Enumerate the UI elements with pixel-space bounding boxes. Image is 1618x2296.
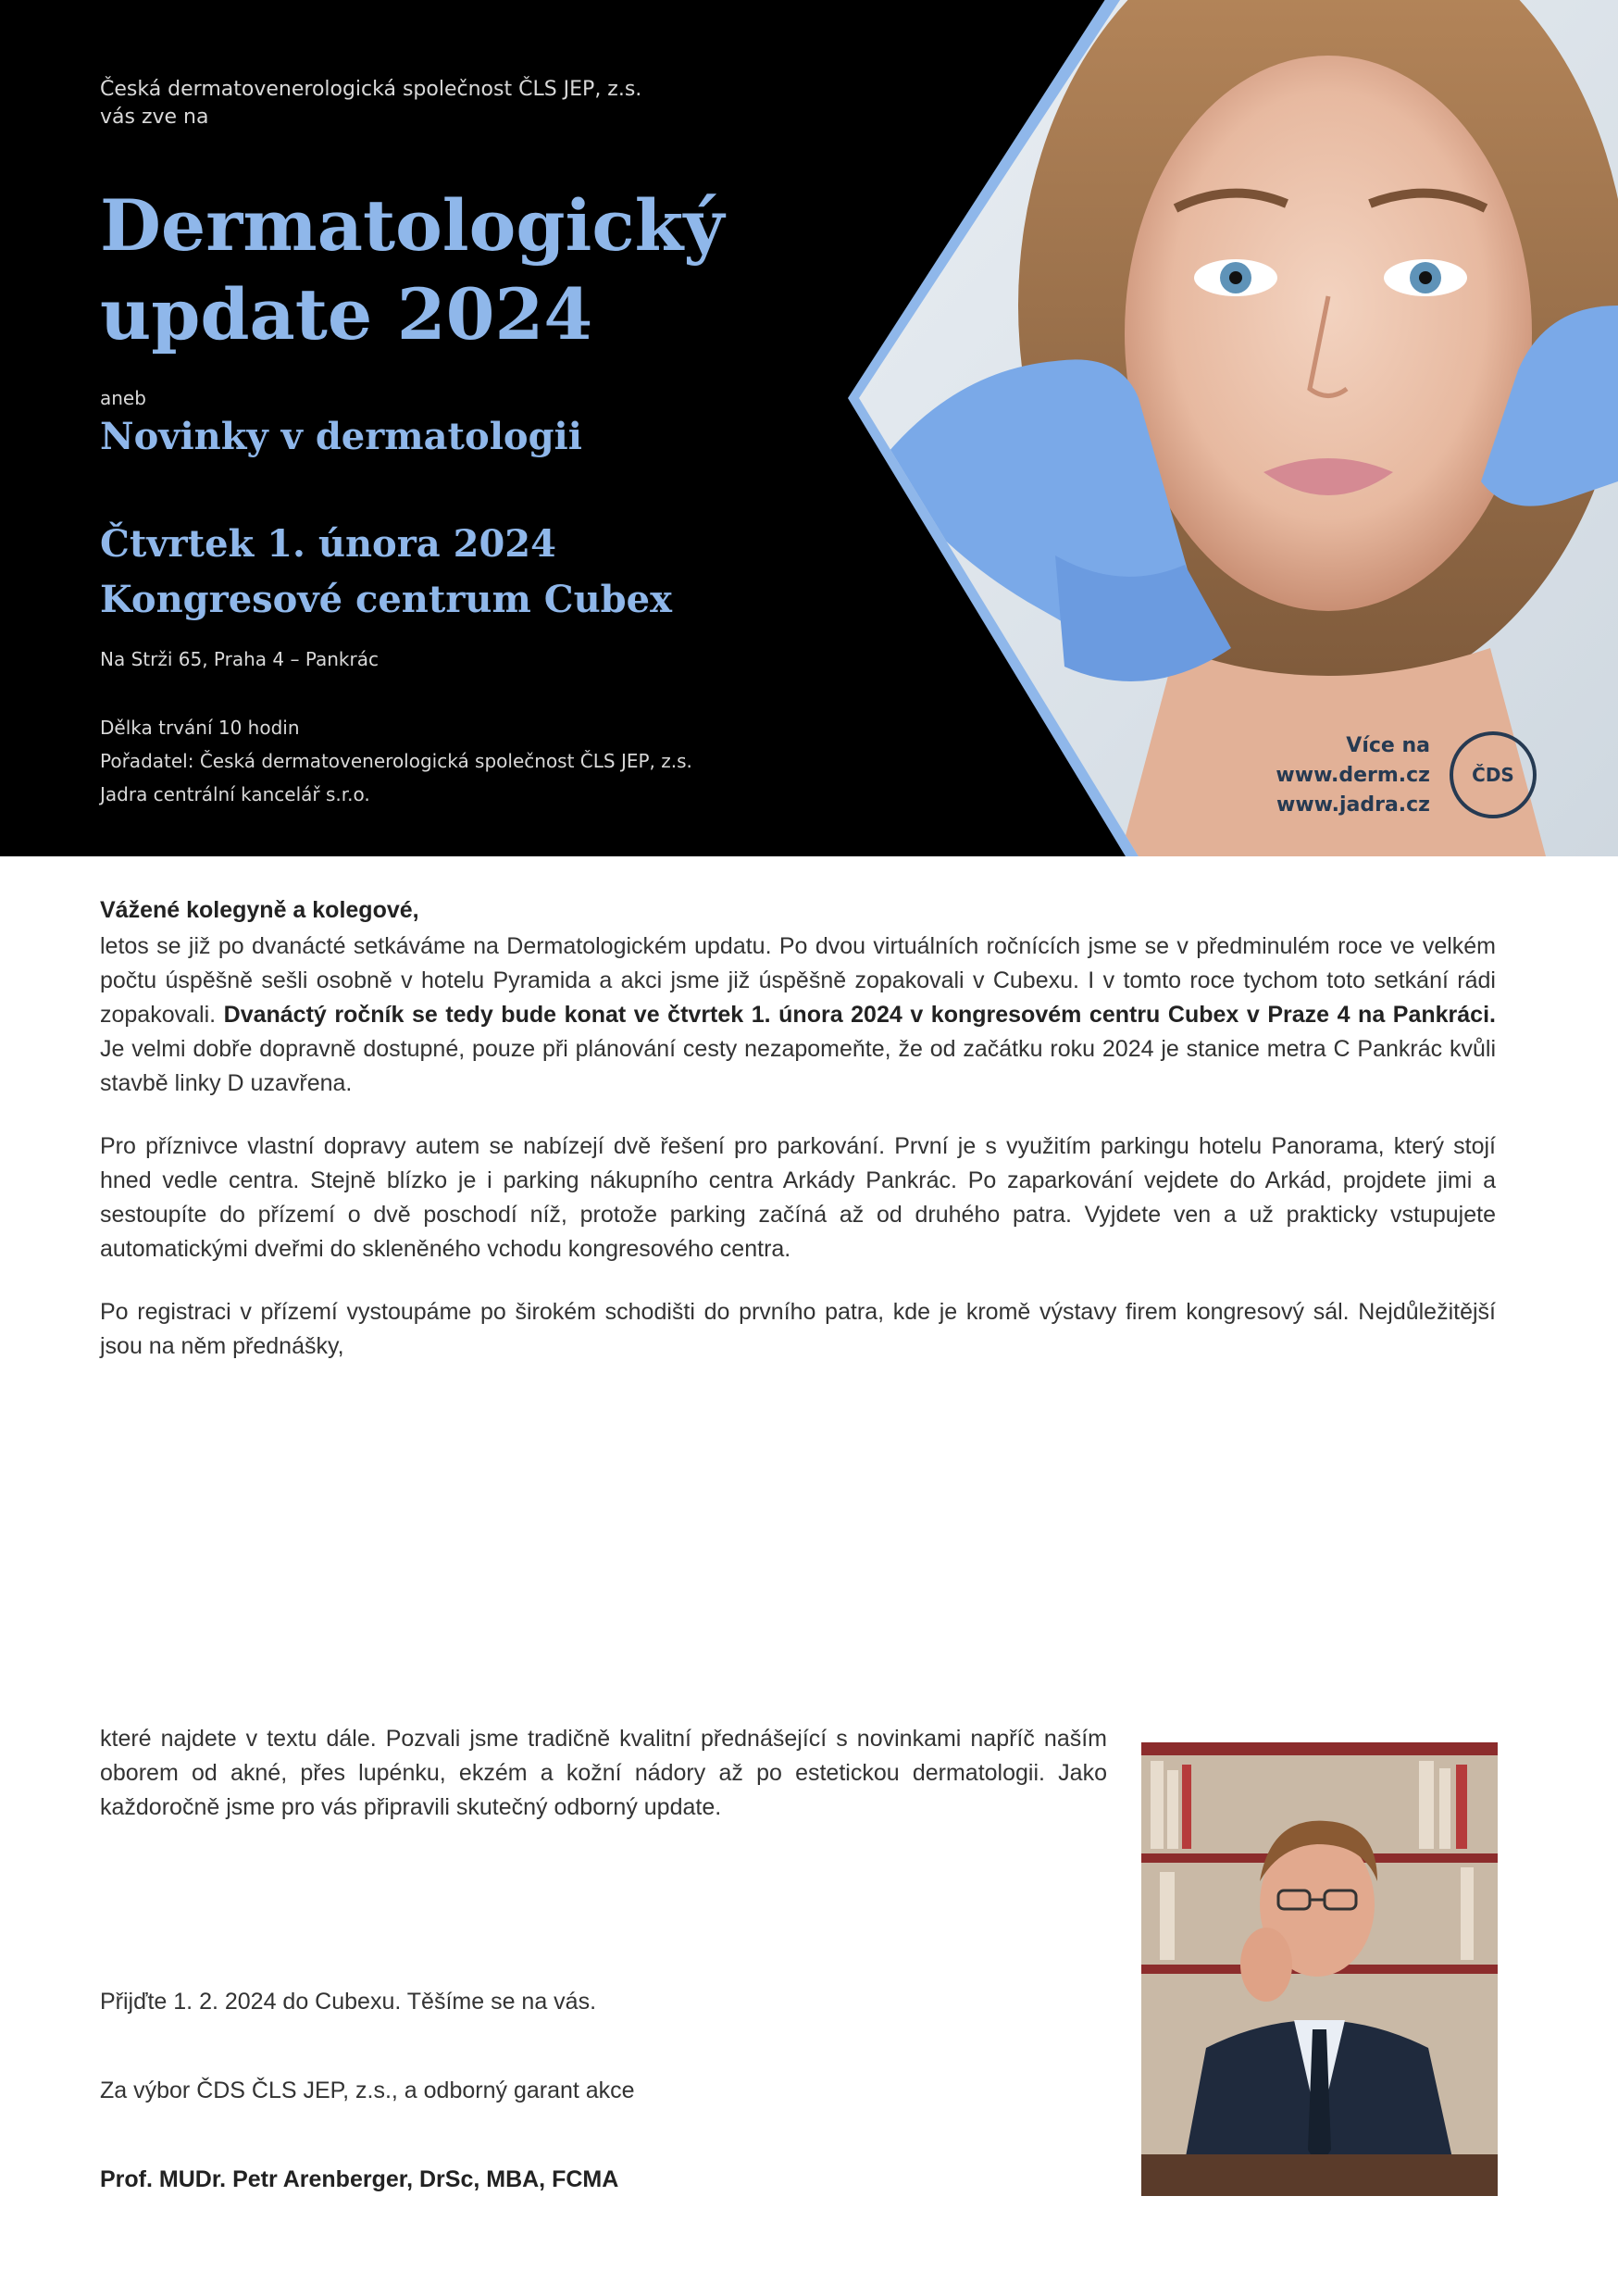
event-date: Čtvrtek 1. února 2024 xyxy=(100,522,556,566)
paragraph-2: Pro příznivce vlastní dopravy autem se nabízejí dvě řešení pro parkování. První je s využitím parkingu hotelu Panorama, který stojí hned vedle centra. Stejně blízko je i parking nákupního centra Arkády Pankrác. Po zaparkování vejdete do Arkád, projdete jimi a sestoupíte do přízemí o dvě poschodí níž, protože parking začíná až od druhého patra. Vyjdete ven a už prakticky vstupujete automatickými dveřmi do skleněného vchodu kongresového centra. xyxy=(100,1133,1496,1262)
paragraph-1-bold: Dvanáctý ročník se tedy bude konat ve čtvrtek 1. února 2024 v kongresovém centru Cubex v Praze 4 na Pankráci. xyxy=(223,1002,1496,1028)
url-jadra[interactable]: www.jadra.cz xyxy=(1276,793,1430,817)
event-organizer: Pořadatel: Česká dermatovenerologická společnost ČLS JEP, z.s. xyxy=(100,750,692,772)
letter-body xyxy=(100,893,1496,1364)
event-duration: Dělka trvání 10 hodin xyxy=(100,717,300,739)
paragraph-3-wrap xyxy=(100,1722,1107,1825)
cds-logo xyxy=(1450,731,1537,818)
hero-photo xyxy=(842,0,1618,856)
invite-line: vás zve na xyxy=(100,106,209,129)
more-info xyxy=(1203,731,1430,820)
event-title xyxy=(100,181,933,359)
event-address: Na Strži 65, Praha 4 – Pankrác xyxy=(100,648,379,670)
invite-line: Přijďte 1. 2. 2024 do Cubexu. Těšíme se na vás. xyxy=(100,1989,597,2015)
org-name: Česká dermatovenerologická společnost ČLS JEP, z.s. xyxy=(100,78,642,101)
paragraph-3-start: Po registraci v přízemí vystoupáme po širokém schodišti do prvního patra, kde je kromě výstavy firem kongresový sál. Nejdůležitější jsou na něm přednášky, xyxy=(100,1299,1496,1359)
professor-portrait xyxy=(1141,1742,1498,2196)
header-banner xyxy=(0,0,1618,856)
event-office: Jadra centrální kancelář s.r.o. xyxy=(100,783,370,805)
event-title-line1: Dermatologický xyxy=(100,184,725,267)
event-title-line2: update 2024 xyxy=(100,273,593,356)
paragraph-1-text-a: letos se již po dvanácté setkáváme na Dermatologickém updatu. Po dvou virtuálních ročnících jsme se v předminulém roce ve velkém počtu úspěšně sešli osobně v hotelu Pyramida a akci jsme již úspěšně zopakovali v Cubexu. I v tomto roce tychom toto setkání rádi zopakovali. xyxy=(100,933,1496,1028)
paragraph-1 xyxy=(100,930,1496,1101)
subtitle-label: aneb xyxy=(100,387,146,409)
more-info-label: Více na xyxy=(1346,734,1430,757)
event-subtitle: Novinky v dermatologii xyxy=(100,415,582,458)
url-derm[interactable]: www.derm.cz xyxy=(1276,764,1430,787)
paragraph-3-rest: které najdete v textu dále. Pozvali jsme tradičně kvalitní přednášející s novinkami napříč naším oborem od akné, přes lupénku, ekzém a kožní nádory až po estetickou dermatologii. Jako každoročně jsme pro vás připravili skutečný odborný update. xyxy=(100,1726,1107,1820)
greeting: Vážené kolegyně a kolegové, xyxy=(100,897,419,923)
event-venue: Kongresové centrum Cubex xyxy=(100,578,672,621)
signoff-line: Za výbor ČDS ČLS JEP, z.s., a odborný garant akce xyxy=(100,2078,635,2103)
paragraph-1-text-c: Je velmi dobře dopravně dostupné, pouze při plánování cesty nezapomeňte, že od začátku roku 2024 je stanice metra C Pankrác kvůli stavbě linky D uzavřena. xyxy=(100,1036,1496,1096)
cds-logo-text: ČDS xyxy=(1472,764,1514,786)
signature: Prof. MUDr. Petr Arenberger, DrSc, MBA, FCMA xyxy=(100,2166,619,2192)
organizer-intro xyxy=(100,76,970,131)
